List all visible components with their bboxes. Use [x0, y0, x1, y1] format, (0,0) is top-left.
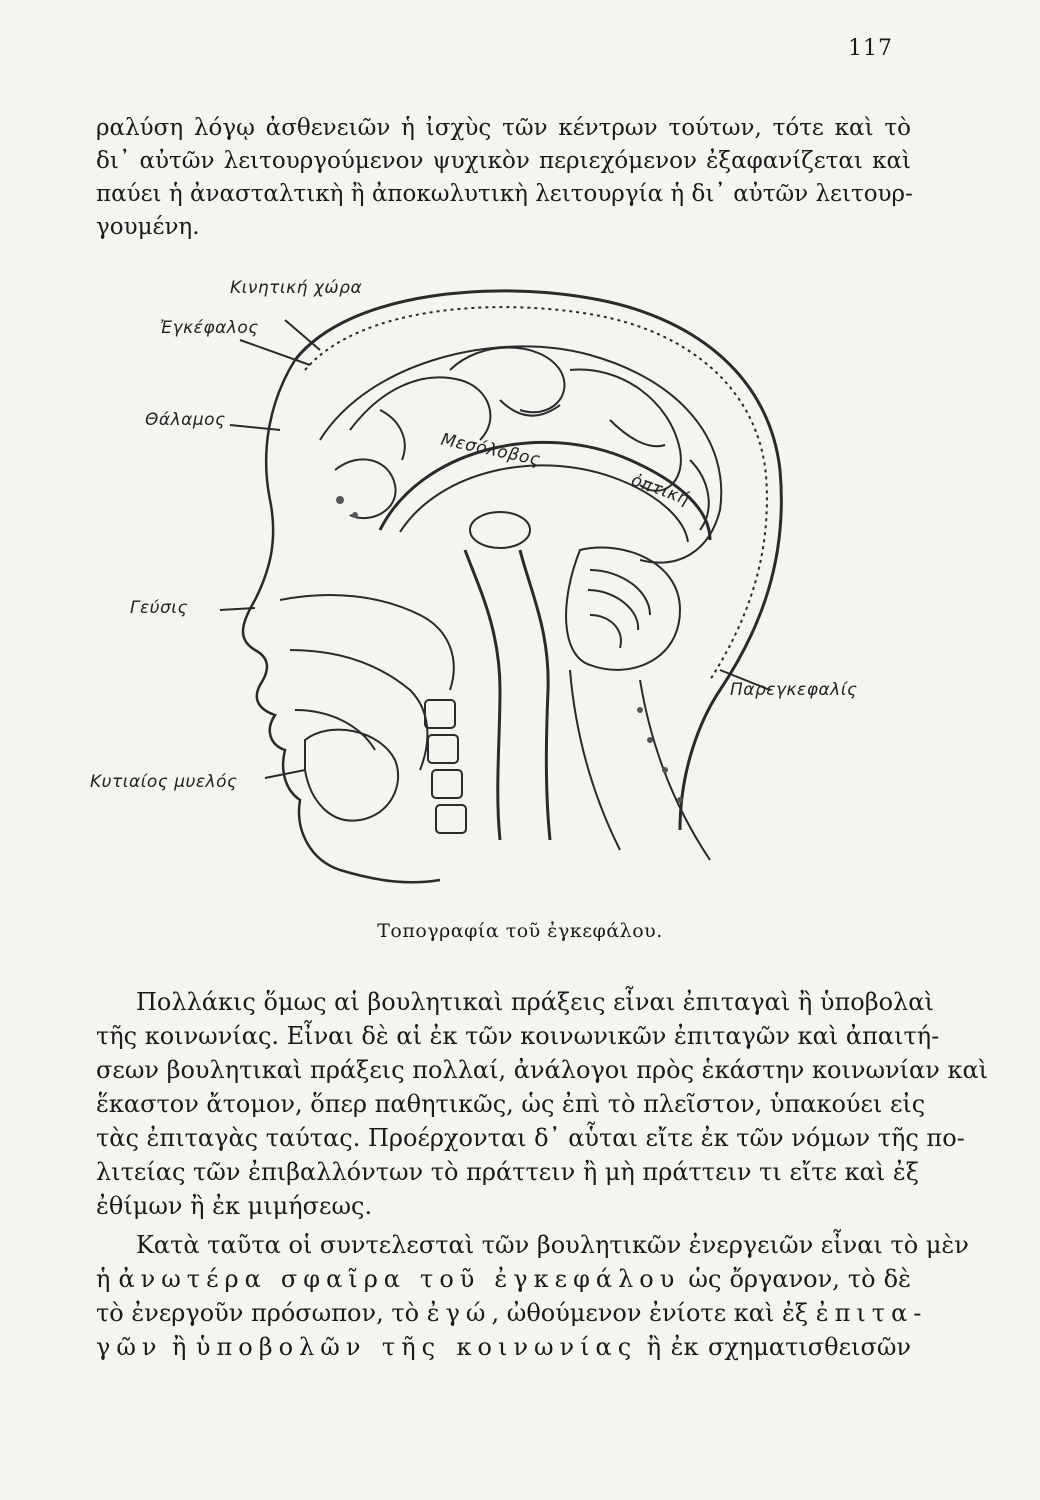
text-line: Κατὰ ταῦτα οἱ συντελεσταὶ τῶν βουλητικῶν ἐνεργειῶν εἶναι τὸ μὲν: [136, 1231, 969, 1259]
label-palate: Γεύσις: [130, 598, 189, 618]
spaced-emphasis: ἀνωτέρα σφαῖρα τοῦ ἐγκεφάλου: [118, 1265, 681, 1293]
text-line: τῆς κοινωνίας. Εἶναι δὲ αἱ ἐκ τῶν κοινωνικῶν ἐπιταγῶν καὶ ἀπαιτή-: [96, 1022, 940, 1050]
text-span: , ὠθούμενον ἐνίοτε καὶ ἐξ: [491, 1299, 816, 1327]
text-line: λιτείας τῶν ἐπιβαλλόντων τὸ πράττειν ἢ μὴ πράττειν τι εἴτε καὶ ἐξ: [96, 1158, 919, 1186]
text-line: [96, 1262, 911, 1296]
text-line: ἕκαστον ἄτομον, ὅπερ παθητικῶς, ὡς ἐπὶ τὸ πλεῖστον, ὑπακούει εἰς: [96, 1090, 926, 1118]
label-thalamus: Θάλαμος: [145, 410, 226, 430]
text-span: ἢ: [162, 1333, 196, 1361]
label-midbrain: Μεσόλοβος: [439, 429, 543, 471]
top-paragraph: [96, 112, 911, 244]
text-line: ἐθίμων ἢ ἐκ μιμήσεως.: [96, 1192, 373, 1220]
text-span: ἡ: [96, 1265, 119, 1293]
label-orbicularis: Κυτιαίος μυελός: [90, 772, 238, 792]
text-span: ὡς ὄργανον, τὸ δὲ: [680, 1265, 912, 1293]
text-span: ἢ ἐκ σχηματισθεισῶν: [637, 1333, 912, 1361]
text-span: τὸ ἐνεργοῦν πρόσωπον, τὸ: [96, 1299, 427, 1327]
label-cerebellum: Παρεγκεφαλίς: [730, 680, 858, 700]
text-line: ραλύση λόγῳ ἀσθενειῶν ἡ ἰσχὺς τῶν κέντρων τούτων, τότε καὶ τὸ: [96, 115, 911, 141]
label-optic: ὀπτική: [628, 470, 693, 510]
page-number: 117: [848, 36, 893, 61]
text-line: δι᾽ αὐτῶν λειτουργούμενον ψυχικὸν περιεχόμενον ἐξαφανίζεται καὶ: [96, 148, 911, 174]
figure-caption: Τοπογραφία τοῦ ἐγκεφάλου.: [377, 920, 663, 942]
brain-illustration: [90, 270, 910, 910]
brain-sagittal-drawing: [120, 270, 910, 910]
body-paragraph: [96, 1228, 969, 1364]
spaced-emphasis: γῶν: [96, 1333, 163, 1361]
text-line: γουμένη.: [96, 214, 200, 240]
spaced-emphasis: ὑποβολῶν τῆς κοινωνίας: [195, 1333, 638, 1361]
text-line: σεων βουλητικαὶ πράξεις πολλαί, ἀνάλογοι πρὸς ἑκάστην κοινωνίαν καὶ: [96, 1056, 989, 1084]
spaced-emphasis: ἐγώ: [426, 1299, 492, 1327]
text-line: παύει ἡ ἀνασταλτικὴ ἢ ἀποκωλυτικὴ λειτουργία ἡ δι᾽ αὐτῶν λειτουρ-: [96, 181, 913, 207]
text-line: Πολλάκις ὅμως αἱ βουλητικαὶ πράξεις εἶναι ἐπιταγαὶ ἢ ὑποβολαὶ: [136, 988, 934, 1016]
label-motor-area: Κινητική χώρα: [230, 278, 363, 298]
body-paragraph: [96, 985, 989, 1223]
text-line: [96, 1296, 928, 1330]
text-line: [96, 1330, 911, 1364]
spaced-emphasis: ἐπιτα-: [815, 1299, 928, 1327]
label-cerebrum: Ἐγκέφαλος: [160, 318, 259, 338]
text-line: τὰς ἐπιταγὰς ταύτας. Προέρχονται δ᾽ αὗται εἴτε ἐκ τῶν νόμων τῆς πο-: [96, 1124, 965, 1152]
